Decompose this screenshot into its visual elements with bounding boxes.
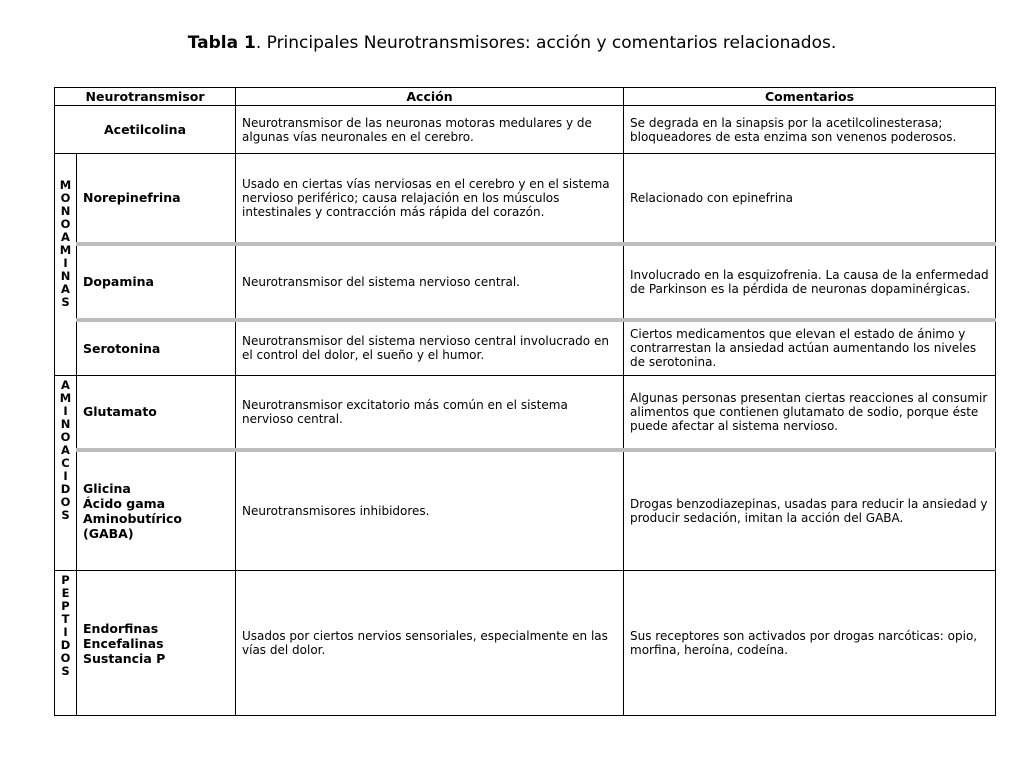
comentarios-dopamina: Involucrado en la esquizofrenia. La causa de la enfermedad de Parkinson es la pérdida de neuronas dopaminérgicas. <box>624 244 996 320</box>
header-accion: Acción <box>236 88 624 106</box>
group-aminoacidos: A M I N O A C I D O S <box>55 376 77 571</box>
name-dopamina: Dopamina <box>77 244 236 320</box>
table-row <box>55 320 996 376</box>
accion-serotonina: Neurotransmisor del sistema nervioso central involucrado en el control del dolor, el sueño y el humor. <box>236 320 624 376</box>
comentarios-acetilcolina: Se degrada en la sinapsis por la acetilcolinesterasa; bloqueadores de esta enzima son venenos poderosos. <box>624 106 996 154</box>
table-row <box>55 376 996 450</box>
table-row <box>55 106 996 154</box>
table-row <box>55 450 996 571</box>
name-glutamato: Glutamato <box>77 376 236 450</box>
comentarios-serotonina: Ciertos medicamentos que elevan el estado de ánimo y contrarrestan la ansiedad actúan aumentando los niveles de serotonina. <box>624 320 996 376</box>
name-glicina-gaba: Glicina Ácido gama Aminobutírico (GABA) <box>77 450 236 571</box>
name-norepinefrina: Norepinefrina <box>77 154 236 244</box>
caption-label: Tabla 1 <box>187 33 256 53</box>
table-row <box>55 571 996 716</box>
header-comentarios: Comentarios <box>624 88 996 106</box>
name-endorfinas: Endorfinas Encefalinas Sustancia P <box>77 571 236 716</box>
accion-glutamato: Neurotransmisor excitatorio más común en el sistema nervioso central. <box>236 376 624 450</box>
neurotransmitter-table <box>54 87 996 716</box>
table-caption <box>0 33 1024 53</box>
group-monoaminas: M O N O A M I N A S <box>55 154 77 376</box>
group-peptidos: P E P T I D O S <box>55 571 77 716</box>
table-header-row <box>55 88 996 106</box>
name-serotonina: Serotonina <box>77 320 236 376</box>
accion-acetilcolina: Neurotransmisor de las neuronas motoras medulares y de algunas vías neuronales en el cerebro. <box>236 106 624 154</box>
accion-glicina-gaba: Neurotransmisores inhibidores. <box>236 450 624 571</box>
comentarios-endorfinas: Sus receptores son activados por drogas narcóticas: opio, morfina, heroína, codeína. <box>624 571 996 716</box>
comentarios-glicina-gaba: Drogas benzodiazepinas, usadas para reducir la ansiedad y producir sedación, imitan la acción del GABA. <box>624 450 996 571</box>
accion-norepinefrina: Usado en ciertas vías nerviosas en el cerebro y en el sistema nervioso periférico; causa relajación en los músculos intestinales y contracción más rápida del corazón. <box>236 154 624 244</box>
header-neurotransmisor: Neurotransmisor <box>55 88 236 106</box>
table-row <box>55 154 996 244</box>
accion-dopamina: Neurotransmisor del sistema nervioso central. <box>236 244 624 320</box>
comentarios-norepinefrina: Relacionado con epinefrina <box>624 154 996 244</box>
name-acetilcolina: Acetilcolina <box>55 106 236 154</box>
comentarios-glutamato: Algunas personas presentan ciertas reacciones al consumir alimentos que contienen glutamato de sodio, porque éste puede afectar al sistema nervioso. <box>624 376 996 450</box>
table-row <box>55 244 996 320</box>
accion-endorfinas: Usados por ciertos nervios sensoriales, especialmente en las vías del dolor. <box>236 571 624 716</box>
caption-text: . Principales Neurotransmisores: acción y comentarios relacionados. <box>255 33 837 53</box>
